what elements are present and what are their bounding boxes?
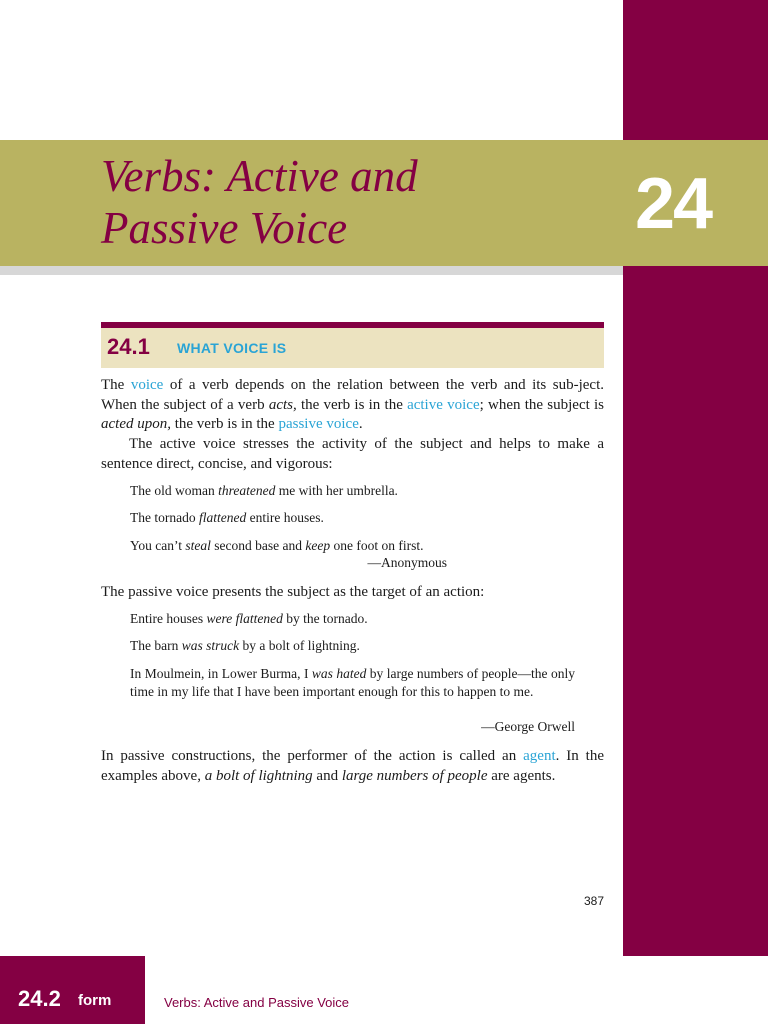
text-run: entire houses. [246, 510, 324, 525]
key-term-voice: voice [130, 377, 164, 393]
chapter-title-line-1: Verbs: Active and [101, 151, 418, 201]
active-example-3 [130, 537, 575, 555]
text-run: by the tornado. [282, 611, 368, 626]
text-run: ; when the subject is [479, 396, 604, 413]
paragraph-passive-voice: The passive voice presents the subject as the target of an action: [101, 584, 485, 600]
page-number: 387 [583, 894, 604, 908]
example-verb: keep [305, 538, 331, 553]
text-run: by a bolt of lightning. [239, 638, 360, 653]
text-run: Entire houses [130, 611, 207, 626]
emphasis-agent-example: large numbers of people [341, 767, 488, 784]
text-run: me with her umbrella. [275, 483, 398, 498]
attribution-anonymous: —Anonymous [367, 555, 447, 570]
emphasis-acts: acts, [268, 396, 297, 413]
text-run: of a verb depends on the relation between the verb and its sub-ject. When the subject of a verb [101, 377, 604, 413]
footer-section-code: 24.2 [18, 986, 61, 1011]
key-term-active-voice: active voice [407, 396, 480, 413]
text-run: The tornado [130, 510, 199, 525]
title-band-shadow [0, 266, 623, 275]
active-example-1 [130, 482, 575, 500]
example-verb: flattened [198, 510, 247, 525]
emphasis-agent-example: a bolt of lightning [204, 767, 313, 784]
example-verb: was struck [181, 638, 240, 653]
text-run: In passive constructions, the performer of the action is called an [101, 748, 524, 764]
text-run: by large numbers of people—the only time in my life that I have been important enough for this to happen to me. [130, 666, 575, 699]
text-run: and [312, 767, 342, 784]
section-number: 24.1 [107, 334, 150, 359]
section-heading [101, 322, 604, 368]
passive-example-2 [130, 637, 575, 655]
passive-example-1 [130, 610, 575, 628]
text-run: The old woman [130, 483, 219, 498]
example-verb: threatened [218, 483, 276, 498]
key-term-passive-voice: passive voice [278, 416, 359, 432]
paragraph-active-voice: The active voice stresses the activity of the subject and helps to make a sentence direct, concise, and vigorous: [101, 436, 604, 472]
chapter-title-line-2: Passive Voice [101, 203, 348, 253]
text-run: In Moulmein, in Lower Burma, I [130, 666, 312, 681]
paragraph-agent [101, 747, 604, 786]
example-verb: were flattened [206, 611, 283, 626]
chapter-title [101, 150, 601, 254]
paragraph-voice-definition [101, 376, 604, 435]
footer-running-head: Verbs: Active and Passive Voice [164, 995, 349, 1010]
text-run: the verb is in the [296, 396, 408, 413]
text-run: The barn [130, 638, 182, 653]
text-run: You can’t [130, 538, 186, 553]
footer-section-label: form [78, 992, 112, 1009]
text-run: the verb is in the [170, 416, 279, 432]
chapter-number: 24 [634, 164, 712, 244]
key-term-agent: agent [523, 748, 556, 764]
passive-example-3 [130, 665, 575, 701]
example-verb: was hated [311, 666, 367, 681]
text-run: The [101, 377, 131, 393]
text-run: . In the examples above, [101, 748, 604, 784]
text-run: one foot on first. [330, 538, 424, 553]
text-run: . [358, 416, 363, 432]
text-run: second base and [210, 538, 306, 553]
emphasis-acted-upon: acted upon, [101, 416, 171, 432]
section-title: WHAT VOICE IS [177, 340, 287, 356]
active-example-2 [130, 509, 575, 527]
example-verb: steal [185, 538, 211, 553]
attribution-orwell: —George Orwell [481, 719, 575, 734]
text-run: are agents. [487, 767, 556, 784]
